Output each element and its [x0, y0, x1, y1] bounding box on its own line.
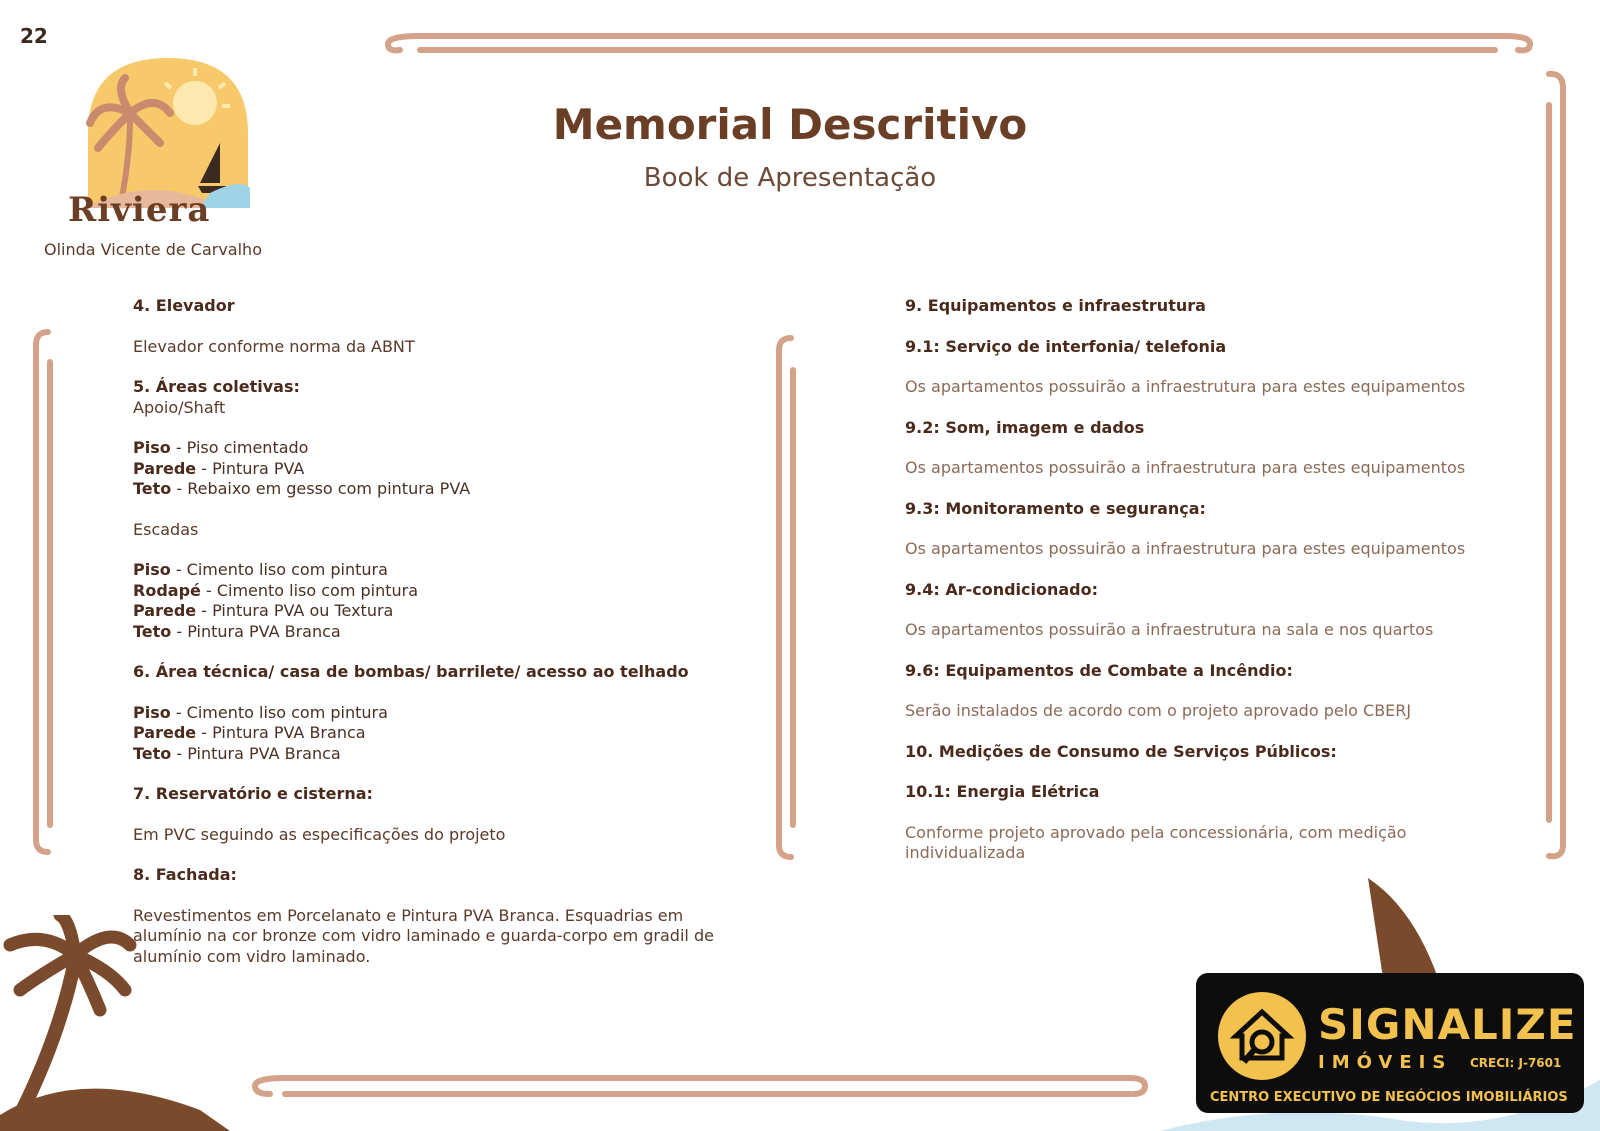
section-heading: 8. Fachada: — [133, 865, 237, 884]
house-search-icon — [1218, 992, 1306, 1080]
section-text: Elevador conforme norma da ABNT — [133, 336, 415, 356]
spec-value: - Cimento liso com pintura — [170, 702, 388, 722]
section-subheading: Escadas — [133, 519, 199, 539]
spec-label: Teto — [133, 479, 172, 498]
spec-row — [133, 601, 753, 622]
spec-label: Teto — [133, 743, 172, 763]
spec-label: Teto — [133, 621, 172, 641]
sail-icon — [1368, 878, 1448, 978]
page-title: Memorial Descritivo — [552, 100, 1028, 149]
left-column — [133, 296, 753, 967]
section-heading: 7. Reservatório e cisterna: — [133, 784, 373, 803]
section-text: Os apartamentos possuirão a infraestrutura para estes equipamentos — [905, 539, 1466, 558]
page-number: 22 — [20, 24, 48, 48]
spec-value: - Pintura PVA Branca — [171, 621, 341, 641]
spec-label: Parede — [133, 723, 197, 742]
signalize-tagline: CENTRO EXECUTIVO DE NEGÓCIOS IMOBILIÁRIOS — [1210, 1090, 1568, 1105]
signalize-name: SIGNALIZE — [1318, 1000, 1577, 1049]
spec-value: - Pintura PVA Branca — [196, 723, 366, 742]
spec-row — [133, 479, 753, 500]
section-heading: 9. Equipamentos e infraestrutura — [905, 296, 1206, 315]
spec-row — [133, 560, 753, 581]
spec-label: Piso — [133, 702, 171, 722]
spec-row — [133, 723, 753, 744]
spec-label: Parede — [133, 458, 197, 478]
signalize-creci: CRECI: J-7601 — [1470, 1056, 1562, 1070]
section-heading: 9.2: Som, imagem e dados — [905, 417, 1145, 437]
spec-value: - Cimento liso com pintura — [170, 560, 388, 579]
spec-row — [133, 703, 753, 724]
section-heading: 5. Áreas coletivas: — [133, 377, 300, 396]
section-text: Os apartamentos possuirão a infraestrutura para estes equipamentos — [905, 377, 1466, 396]
spec-row — [133, 622, 753, 643]
spec-label: Piso — [133, 438, 171, 457]
spec-value: - Rebaixo em gesso com pintura PVA — [171, 479, 471, 498]
section-heading: 9.4: Ar-condicionado: — [905, 579, 1099, 599]
spec-value: - Cimento liso com pintura — [200, 580, 419, 600]
spec-label: Piso — [133, 560, 171, 579]
logo-wordmark: Riviera — [68, 190, 211, 230]
section-heading: 9.3: Monitoramento e segurança: — [905, 498, 1206, 518]
section-heading: 9.6: Equipamentos de Combate a Incêndio: — [905, 660, 1293, 680]
signalize-sub: IMÓVEIS — [1318, 1052, 1453, 1073]
section-heading: 10. Medições de Consumo de Serviços Públicos: — [905, 741, 1337, 761]
section-heading: 10.1: Energia Elétrica — [905, 782, 1100, 801]
page-subtitle: Book de Apresentação — [643, 163, 937, 193]
spec-value: - Pintura PVA Branca — [171, 743, 341, 763]
logo-tagline: Olinda Vicente de Carvalho — [44, 240, 262, 259]
section-text: Em PVC seguindo as especificações do projeto — [133, 824, 506, 844]
section-heading: 9.1: Serviço de interfonia/ telefonia — [905, 336, 1227, 356]
section-text: Serão instalados de acordo com o projeto aprovado pelo CBERJ — [905, 701, 1412, 720]
spec-value: - Pintura PVA — [196, 458, 305, 478]
spec-row — [133, 438, 753, 459]
section-text: Os apartamentos possuirão a infraestrutura para estes equipamentos — [905, 458, 1466, 477]
section-subheading: Apoio/Shaft — [133, 397, 226, 417]
spec-row — [133, 744, 753, 765]
spec-value: - Pintura PVA ou Textura — [196, 601, 394, 620]
spec-row — [133, 581, 753, 602]
spec-label: Rodapé — [133, 580, 201, 600]
section-text: Conforme projeto aprovado pela concessionária, com medição individualizada — [905, 822, 1407, 862]
palm-tree-icon — [0, 915, 230, 1131]
section-heading: 4. Elevador — [133, 296, 235, 315]
section-text: Os apartamentos possuirão a infraestrutura na sala e nos quartos — [905, 620, 1434, 639]
section-heading: 6. Área técnica/ casa de bombas/ barrilete/ acesso ao telhado — [133, 662, 689, 681]
right-column — [905, 296, 1505, 864]
spec-row — [133, 459, 753, 480]
section-text: Revestimentos em Porcelanato e Pintura PVA Branca. Esquadrias em alumínio na cor bronze com vidro laminado e guarda-corpo em gradil de alumínio com vidro laminado. — [133, 905, 714, 966]
spec-value: - Piso cimentado — [170, 438, 309, 457]
spec-label: Parede — [133, 601, 197, 620]
